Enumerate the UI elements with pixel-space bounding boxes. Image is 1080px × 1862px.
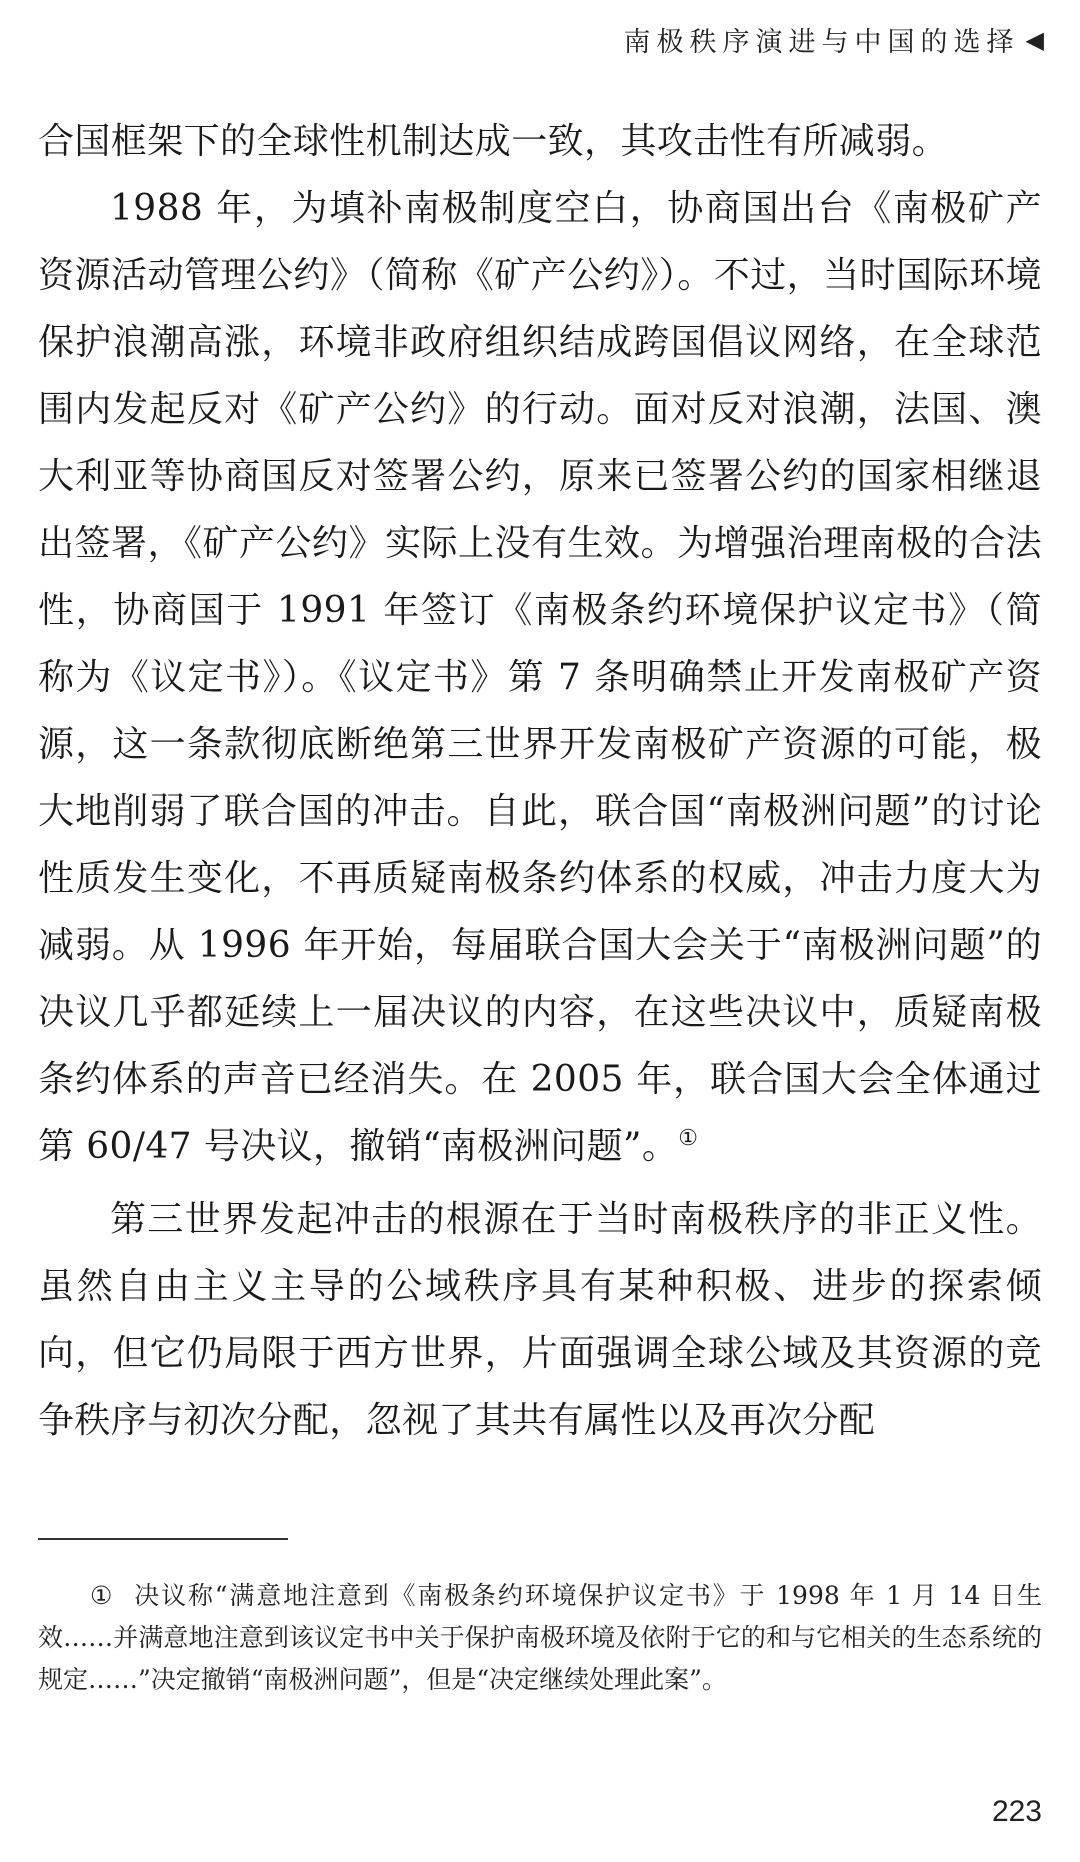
footnote [38,1575,1042,1701]
footnote-reference[interactable]: ① [678,1126,699,1151]
paragraph-3: 第三世界发起冲击的根源在于当时南极秩序的非正义性。虽然自由主义主导的公域秩序具有某种积极、进步的探索倾向，但它仍局限于西方世界，片面强调全球公域及其资源的竞争秩序与初次分配，忽视了其共有属性以及再次分配 [38,1199,1042,1441]
running-header [624,20,1044,59]
paragraph-2-text: 1988 年，为填补南极制度空白，协商国出台《南极矿产资源活动管理公约》（简称《矿产公约》）。不过，当时国际环境保护浪潮高涨，环境非政府组织结成跨国倡议网络，在全球范围内发起反对《矿产公约》的行动。面对反对浪潮，法国、澳大利亚等协商国反对签署公约，原来已签署公约的国家相继退出签署，《矿产公约》实际上没有生效。为增强治理南极的合法性，协商国于 1991 年签订《南极条约环境保护议定书》（简称为《议定书》）。《议定书》第 7 条明确禁止开发南极矿产资源，这一条款彻底断绝第三世界开发南极矿产资源的可能，极大地削弱了联合国的冲击。自此，联合国“南极洲问题”的讨论性质发生变化，不再质疑南极条约体系的权威，冲击力度大为减弱。从 1996 年开始，每届联合国大会关于“南极洲问题”的决议几乎都延续上一届决议的内容，在这些决议中，质疑南极条约体系的声音已经消失。在 2005 年，联合国大会全体通过第 60/47 号决议，撤销“南极洲问题”。 [38,188,1042,1167]
footnote-text: 决议称“满意地注意到《南极条约环境保护议定书》于 1998 年 1 月 14 日生效……并满意地注意到该议定书中关于保护南极环境及依附于它的和与它相关的生态系统的规定……”决定撤销“南极洲问题”，但是“决定继续处理此案”。 [38,1581,1042,1694]
page-number: 223 [991,1795,1042,1828]
triangle-marker-icon: ◀ [1025,25,1044,54]
paragraph-2 [38,175,1042,1180]
running-title: 南极秩序演进与中国的选择 [623,27,1020,58]
paragraph-1: 合国框架下的全球性机制达成一致，其攻击性有所减弱。 [38,121,949,162]
body-text [38,108,1042,1454]
footnote-divider [38,1538,288,1540]
footnote-mark: ① [90,1581,113,1610]
